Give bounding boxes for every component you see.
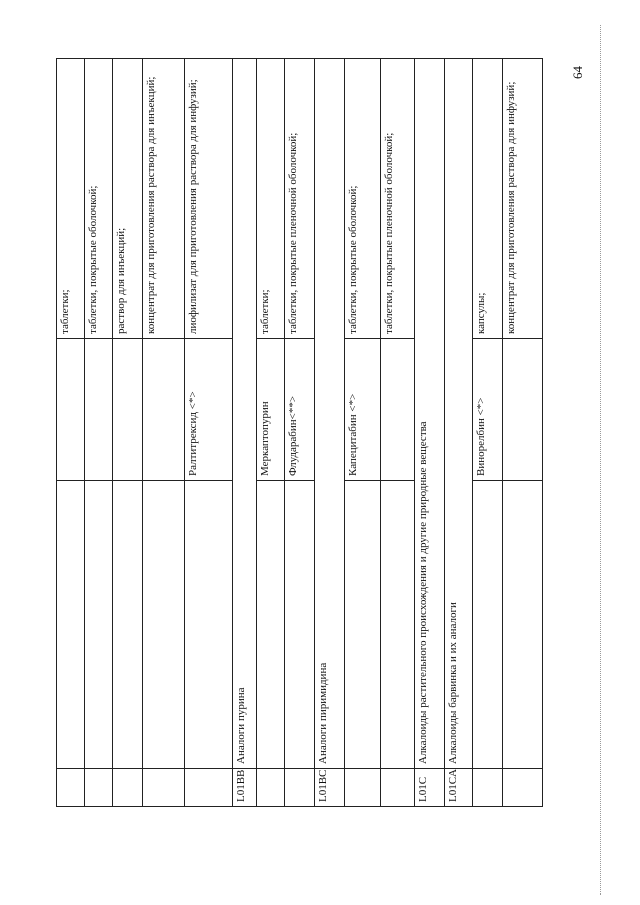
table-row — [143, 59, 185, 807]
code-cell — [143, 769, 185, 807]
drug-name-cell — [381, 339, 415, 481]
dosage-form-cell: таблетки, покрытые оболочкой; — [345, 59, 381, 339]
table-row — [503, 59, 543, 807]
drug-table — [56, 58, 543, 807]
atc-code: L01BB — [233, 769, 257, 807]
dosage-form-cell: лиофилизат для приготовления раствора для инфузий; — [185, 59, 233, 339]
table-row — [185, 59, 233, 807]
group-cell — [285, 481, 315, 769]
drug-name-cell: Винорелбин <*> — [473, 339, 503, 481]
table-row — [473, 59, 503, 807]
dosage-form-cell: капсулы; — [473, 59, 503, 339]
table-row — [85, 59, 113, 807]
code-cell — [503, 769, 543, 807]
group-cell — [473, 481, 503, 769]
section-row — [233, 59, 257, 807]
dosage-form-cell: концентрат для приготовления раствора для инъекций; — [143, 59, 185, 339]
code-cell — [257, 769, 285, 807]
group-cell — [85, 481, 113, 769]
code-cell — [85, 769, 113, 807]
table-row — [113, 59, 143, 807]
code-cell — [381, 769, 415, 807]
atc-code: L01BC — [315, 769, 345, 807]
section-row — [445, 59, 473, 807]
drug-name-cell: Флударабин<**> — [285, 339, 315, 481]
group-cell — [381, 481, 415, 769]
group-cell — [503, 481, 543, 769]
table-row — [285, 59, 315, 807]
code-cell — [57, 769, 85, 807]
dosage-form-cell: концентрат для приготовления раствора для инфузий; — [503, 59, 543, 339]
group-cell — [257, 481, 285, 769]
dosage-form-cell: таблетки; — [257, 59, 285, 339]
group-cell — [57, 481, 85, 769]
drug-name-cell — [143, 339, 185, 481]
dosage-form-cell: раствор для инъекций; — [113, 59, 143, 339]
code-cell — [473, 769, 503, 807]
drug-name-cell — [85, 339, 113, 481]
section-row — [415, 59, 445, 807]
dosage-form-cell: таблетки, покрытые оболочкой; — [85, 59, 113, 339]
code-cell — [285, 769, 315, 807]
dosage-form-cell: таблетки, покрытые пленочной оболочкой; — [381, 59, 415, 339]
table-row — [257, 59, 285, 807]
group-cell — [143, 481, 185, 769]
drug-name-cell: Капецитабин <*> — [345, 339, 381, 481]
section-title: Алкалоиды растительного происхождения и другие природные вещества — [415, 59, 445, 769]
section-title: Аналоги пиримидина — [315, 59, 345, 769]
drug-name-cell: Ралтитрексид <*> — [185, 339, 233, 481]
dosage-form-cell: таблетки, покрытые пленочной оболочкой; — [285, 59, 315, 339]
drug-name-cell — [113, 339, 143, 481]
drug-name-cell — [57, 339, 85, 481]
code-cell — [185, 769, 233, 807]
group-cell — [345, 481, 381, 769]
group-cell — [113, 481, 143, 769]
page-number: 64 — [570, 66, 585, 79]
dosage-form-cell: таблетки; — [57, 59, 85, 339]
section-row — [315, 59, 345, 807]
drug-name-cell — [503, 339, 543, 481]
table-row — [345, 59, 381, 807]
section-title: Аналоги пурина — [233, 59, 257, 769]
atc-code: L01C — [415, 769, 445, 807]
section-title: Алкалоиды барвинка и их аналоги — [445, 59, 473, 769]
code-cell — [345, 769, 381, 807]
table-row — [57, 59, 85, 807]
table-row — [381, 59, 415, 807]
drug-name-cell: Меркаптопурин — [257, 339, 285, 481]
code-cell — [113, 769, 143, 807]
scan-edge-line — [600, 25, 601, 895]
atc-code: L01CA — [445, 769, 473, 807]
group-cell — [185, 481, 233, 769]
